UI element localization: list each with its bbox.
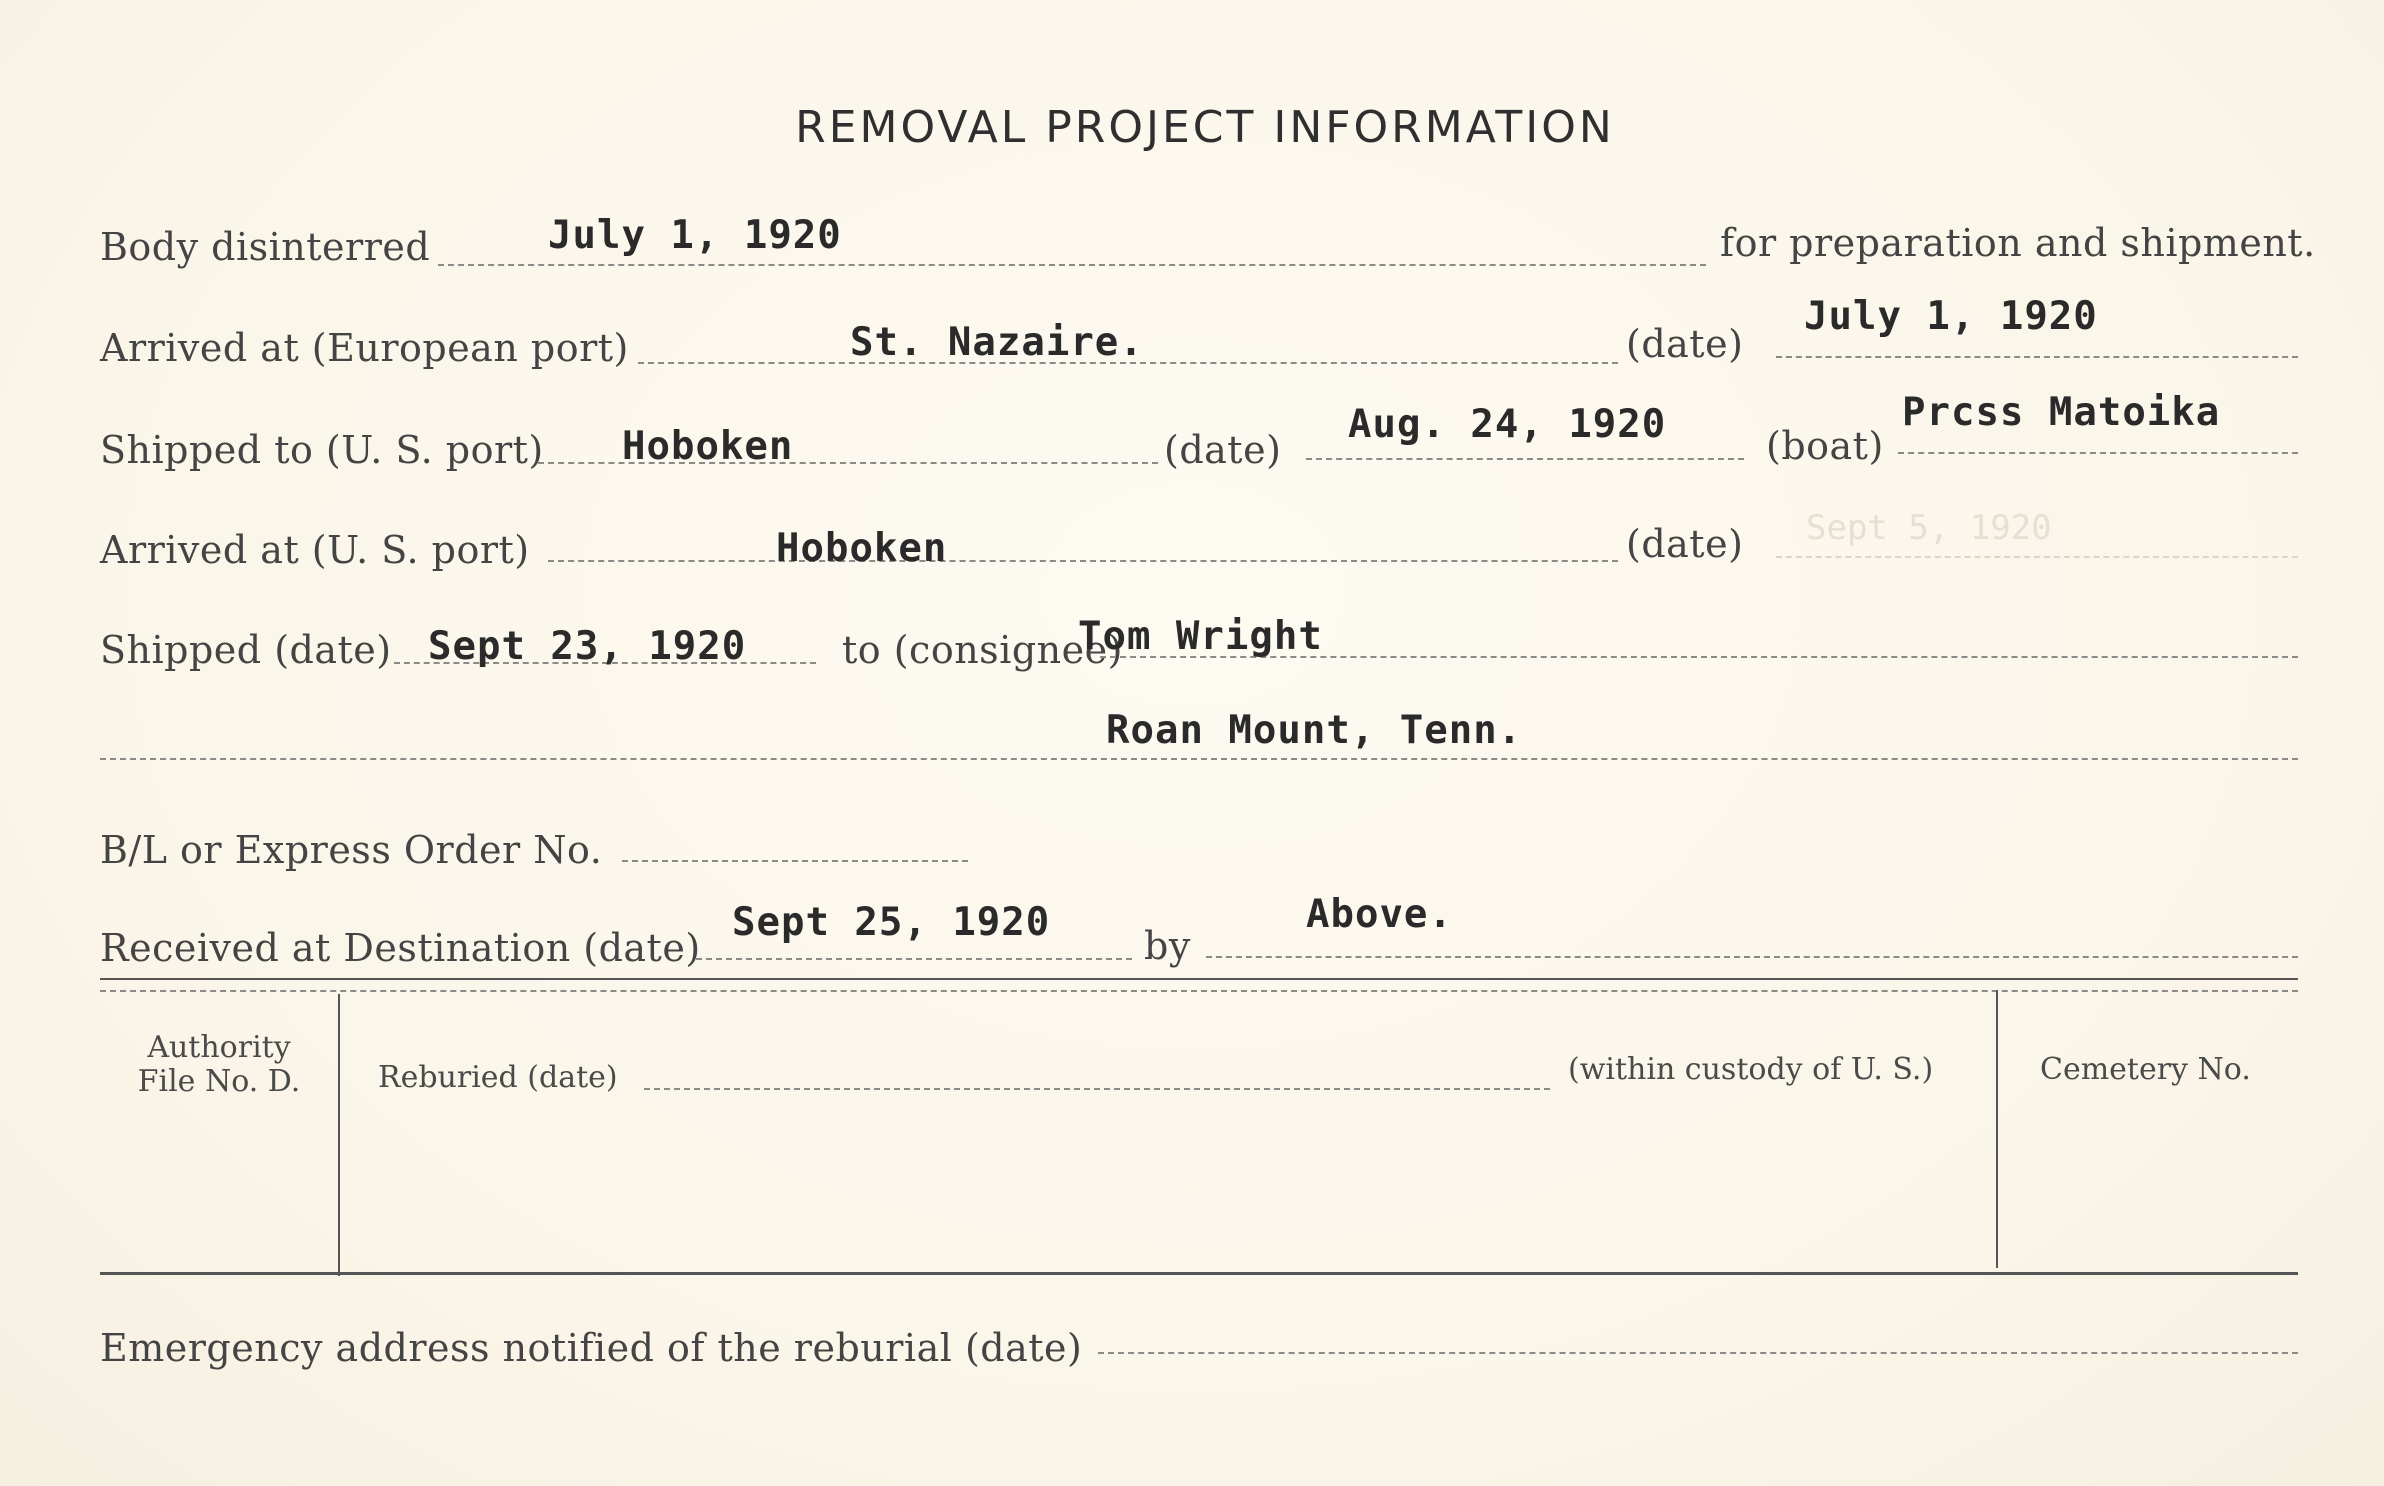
label-arrived-us-date: (date) bbox=[1626, 522, 1744, 566]
line-received-date bbox=[696, 958, 1132, 960]
line-arrived-us-date bbox=[1776, 556, 2298, 558]
label-received-destination: Received at Destination (date) bbox=[100, 926, 701, 970]
divider-authority bbox=[338, 994, 340, 1276]
rule-section-bottom bbox=[100, 1272, 2298, 1275]
value-received-date: Sept 25, 1920 bbox=[732, 900, 1051, 945]
value-disinterred-date: July 1, 1920 bbox=[548, 213, 842, 258]
label-file-no: File No. D. bbox=[137, 1064, 301, 1099]
label-cemetery-no: Cemetery No. bbox=[2040, 1052, 2251, 1087]
value-us-port-shipped: Hoboken bbox=[622, 424, 794, 469]
value-consignee-address: Roan Mount, Tenn. bbox=[1106, 708, 1523, 753]
line-bl-order bbox=[622, 860, 968, 862]
line-emergency bbox=[1098, 1352, 2298, 1354]
line-boat bbox=[1898, 452, 2298, 454]
line-arrived-us bbox=[548, 560, 1618, 562]
line-reburied bbox=[644, 1088, 1550, 1090]
line-us-ship-date bbox=[1306, 458, 1744, 460]
line-european-date bbox=[1776, 356, 2298, 358]
value-shipped-date: Sept 23, 1920 bbox=[428, 624, 747, 669]
label-authority: Authority bbox=[147, 1030, 291, 1065]
value-boat: Prcss Matoika bbox=[1902, 390, 2221, 435]
value-european-date: July 1, 1920 bbox=[1804, 294, 2098, 339]
label-shipped-to-us: Shipped to (U. S. port) bbox=[100, 428, 544, 472]
label-shipped-date: Shipped (date) bbox=[100, 628, 392, 672]
divider-cemetery bbox=[1996, 990, 1998, 1268]
label-emergency: Emergency address notified of the reburial (date) bbox=[100, 1326, 1083, 1370]
label-reburied: Reburied (date) bbox=[378, 1060, 618, 1095]
label-within-custody: (within custody of U. S.) bbox=[1568, 1052, 1934, 1087]
line-received-by bbox=[1206, 956, 2298, 958]
line-disinterred bbox=[438, 264, 1706, 266]
value-consignee-name: Tom Wright bbox=[1078, 614, 1323, 659]
line-consignee-address bbox=[100, 758, 2298, 760]
label-us-ship-date: (date) bbox=[1164, 428, 1282, 472]
label-body-disinterred: Body disinterred bbox=[100, 225, 431, 269]
value-european-port: St. Nazaire. bbox=[850, 320, 1144, 365]
value-received-by: Above. bbox=[1306, 892, 1453, 937]
value-us-port-arrived: Hoboken bbox=[776, 526, 948, 571]
rule-section-top-2 bbox=[100, 990, 2298, 992]
label-european-date: (date) bbox=[1626, 322, 1744, 366]
label-arrived-european: Arrived at (European port) bbox=[100, 326, 629, 370]
label-for-preparation: for preparation and shipment. bbox=[1720, 221, 2316, 265]
label-arrived-us: Arrived at (U. S. port) bbox=[100, 528, 530, 572]
rule-section-top-1 bbox=[100, 978, 2298, 980]
value-us-ship-date: Aug. 24, 1920 bbox=[1348, 402, 1667, 447]
label-by: by bbox=[1144, 924, 1191, 968]
label-to-consignee: to (consignee) bbox=[842, 628, 1123, 672]
card-title: REMOVAL PROJECT INFORMATION bbox=[795, 102, 1615, 153]
label-bl-order: B/L or Express Order No. bbox=[100, 828, 603, 872]
value-us-arrived-date-faded: Sept 5, 1920 bbox=[1806, 508, 2052, 548]
label-boat: (boat) bbox=[1766, 424, 1884, 468]
